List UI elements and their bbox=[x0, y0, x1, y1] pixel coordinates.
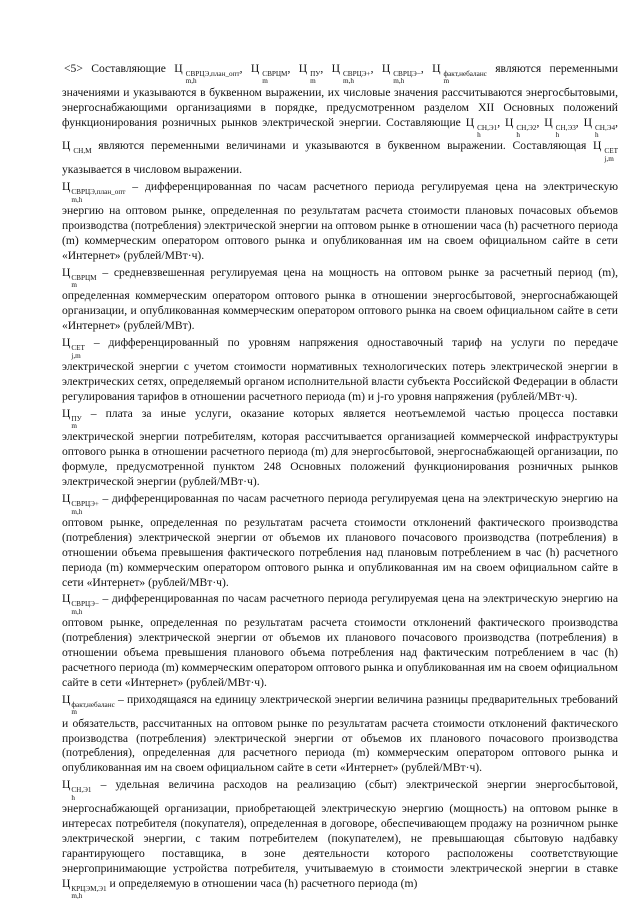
symbol-letter: Ц bbox=[62, 592, 71, 606]
paragraph-def-svrce-plan bbox=[62, 180, 618, 263]
tariff-symbol bbox=[62, 265, 97, 289]
text-run: – дифференцированная по часам расчетного периода регулируемая цена на электрическую энергию на оптовом рынке, определенная по результатам расчета стоимости отклонений фактического производства (потребления) электрической энергии от объемов их планового почасового производства (потребления) в отношении объема превышения планового объема потребления над фактическим потреблением в час (h) расчетного периода (m) коммерческим оператором оптового рынка и опубликованная им на своем официальном сайте в сети «Интернет» (рублей/МВт·ч). bbox=[62, 592, 618, 689]
text-run: , bbox=[320, 62, 332, 75]
symbol-indices bbox=[391, 71, 421, 86]
tariff-symbol bbox=[298, 62, 321, 86]
symbol-superscript: факт,небаланс bbox=[443, 70, 487, 78]
tariff-symbol bbox=[62, 592, 99, 616]
symbol-indices bbox=[593, 125, 615, 140]
tariff-symbol bbox=[62, 336, 85, 360]
text-run: , bbox=[370, 62, 382, 75]
text-run: <5> Составляющие bbox=[64, 62, 175, 75]
text-run: – средневзвешенная регулируемая цена на мощность на оптовом рынке за расчетный период (m), определенная коммерческим оператором оптового рынка в отношении энергосбытовой, энергоснабжающей организации, и опубликованная коммерческим оператором оптового рынка на своем официальном сайте в сети «Интернет» (рублей/МВт). bbox=[62, 265, 618, 333]
symbol-subscript: h bbox=[477, 131, 481, 140]
symbol-indices bbox=[71, 148, 91, 155]
symbol-indices bbox=[441, 71, 486, 86]
tariff-symbol bbox=[381, 62, 421, 86]
symbol-indices bbox=[514, 125, 536, 140]
text-run: – дифференцированная по часам расчетного периода регулируемая цена на электрическую энергию на оптовом рынке, определенная по результатам расчета стоимости отклонений фактического производства (потребления) электрической энергии от объемов их планового почасового производства (потребления) в отношении объема превышения фактического потребления над плановым потреблением в час (h) расчетного периода (m) коммерческим оператором оптового рынка и опубликованная им на своем официальном сайте в сети «Интернет» (рублей/МВт·ч). bbox=[62, 492, 618, 589]
symbol-indices bbox=[71, 601, 99, 616]
symbol-letter: Ц bbox=[62, 139, 71, 153]
symbol-subscript: m,h bbox=[71, 195, 83, 204]
tariff-symbol bbox=[174, 62, 240, 86]
text-run: , bbox=[536, 115, 545, 129]
symbol-indices bbox=[475, 125, 497, 140]
tariff-symbol bbox=[331, 62, 371, 86]
symbol-indices bbox=[71, 345, 85, 360]
symbol-letter: Ц bbox=[62, 692, 71, 706]
text-run: – приходящаяся на единицу электрической энергии величина разницы предварительных требований и обязательств, рассчитанных на оптовом рынке по результатам расчета стоимости отклонений фактического производства (потребления) электрической энергии от объемов их планового почасового производства (потребления), определенная для расчетного периода (m) коммерческим оператором оптового рынка и опубликованная им на своем официальном сайте в сети «Интернет» (рублей/МВт·ч). bbox=[62, 692, 618, 775]
symbol-letter: Ц bbox=[62, 492, 71, 506]
symbol-letter: Ц bbox=[432, 62, 441, 75]
symbol-letter: Ц bbox=[62, 406, 71, 420]
symbol-letter: Ц bbox=[465, 115, 475, 129]
symbol-superscript: СВРЦЭ− bbox=[71, 600, 99, 609]
symbol-subscript: m bbox=[443, 77, 450, 86]
symbol-letter: Ц bbox=[62, 265, 71, 279]
tariff-symbol bbox=[544, 115, 576, 140]
paragraph-def-fakt-nebalans bbox=[62, 693, 618, 776]
symbol-subscript: m bbox=[71, 422, 77, 431]
text-run: – дифференцированная по часам расчетного периода регулируемая цена на электрическую энергию на оптовом рынке, определенная по результатам расчета стоимости плановых почасовых объемов производства (потребления) электрической энергии на оптовом рынке в отношении часа (h) расчетного периода (m) коммерческим оператором оптового рынка и опубликованная им на своем официальном сайте в сети «Интернет» (рублей/МВт·ч). bbox=[62, 180, 618, 262]
text-run: и определяемую в отношении часа (h) расчетного периода (m) bbox=[106, 876, 418, 890]
symbol-superscript: СВРЦМ bbox=[262, 70, 288, 78]
symbol-letter: Ц bbox=[62, 876, 71, 890]
symbol-superscript: СН,М bbox=[73, 147, 92, 156]
symbol-indices bbox=[71, 886, 106, 901]
symbol-subscript: m,h bbox=[71, 891, 83, 900]
symbol-subscript: j,m bbox=[71, 351, 81, 360]
symbol-letter: Ц bbox=[62, 336, 71, 350]
symbol-indices bbox=[308, 71, 320, 86]
symbol-subscript: m,h bbox=[71, 607, 83, 616]
symbol-superscript: ПУ bbox=[71, 414, 82, 423]
symbol-indices bbox=[341, 71, 371, 86]
symbol-superscript: СВРЦЭ+ bbox=[343, 70, 371, 78]
paragraph-def-svrcm bbox=[62, 266, 618, 335]
symbol-letter: Ц bbox=[62, 778, 71, 792]
symbol-indices bbox=[71, 189, 125, 204]
symbol-superscript: СЕТ bbox=[71, 344, 85, 353]
text-run: , bbox=[287, 62, 299, 75]
symbol-subscript: j,m bbox=[604, 154, 614, 163]
symbol-superscript: СВРЦМ bbox=[71, 273, 97, 282]
paragraph-def-svrce-plus bbox=[62, 492, 618, 590]
symbol-superscript: СВРЦЭ+ bbox=[71, 500, 99, 509]
symbol-letter: Ц bbox=[505, 115, 514, 129]
text-run: указывается в числовом выражении. bbox=[62, 163, 243, 177]
symbol-indices bbox=[554, 125, 576, 140]
symbol-superscript: факт,небаланс bbox=[71, 700, 115, 709]
tariff-symbol bbox=[505, 115, 537, 140]
tariff-symbol bbox=[593, 139, 618, 163]
text-run: , bbox=[575, 115, 584, 129]
paragraph-def-set bbox=[62, 336, 618, 405]
symbol-indices bbox=[602, 148, 618, 163]
text-run: являются переменными величинами и указываются в буквенном выражении. Составляющая bbox=[91, 139, 594, 153]
symbol-subscript: m,h bbox=[343, 77, 354, 86]
tariff-symbol bbox=[583, 115, 616, 140]
symbol-subscript: m bbox=[71, 281, 77, 289]
tariff-symbol bbox=[62, 492, 99, 516]
symbol-superscript: СЕТ bbox=[604, 147, 618, 156]
paragraph-def-svrce-minus bbox=[62, 592, 618, 690]
text-run: , bbox=[615, 115, 618, 129]
symbol-indices bbox=[71, 501, 99, 516]
paragraph-def-sn-e1 bbox=[62, 778, 618, 900]
symbol-indices bbox=[71, 702, 114, 717]
tariff-symbol bbox=[62, 692, 115, 717]
symbol-letter: Ц bbox=[62, 180, 71, 194]
symbol-subscript: m,h bbox=[185, 77, 197, 86]
symbol-indices bbox=[71, 275, 96, 290]
symbol-superscript: ПУ bbox=[310, 70, 321, 78]
symbol-superscript: СН,Э3 bbox=[555, 123, 576, 132]
symbol-superscript: КРЦЭМ,Э1 bbox=[71, 884, 107, 893]
symbol-superscript: СВРЦЭ,план_опт bbox=[71, 188, 126, 197]
symbol-subscript: m bbox=[310, 77, 316, 86]
tariff-symbol bbox=[62, 180, 126, 204]
symbol-subscript: m bbox=[262, 77, 268, 86]
symbol-superscript: СВРЦЭ− bbox=[393, 70, 421, 78]
text-run: являются переменными значениями и указываются в буквенном выражении, их числовые значения рассчитываются энергосбытовыми, энергоснабжающими организациями в порядке, предусмотренном разделом XII Основных положений функционирования розничных рынков электрической энергии. Составляющие bbox=[62, 62, 619, 129]
symbol-superscript: СВРЦЭ,план_опт bbox=[185, 70, 240, 78]
tariff-symbol bbox=[465, 115, 498, 140]
symbol-subscript: m bbox=[71, 708, 77, 717]
text-run: , bbox=[239, 62, 251, 75]
symbol-letter: Ц bbox=[583, 115, 592, 129]
text-run: – дифференцированный по уровням напряжения одноставочный тариф на услуги по передаче электрической энергии с учетом стоимости нормативных технологических потерь электрической энергии в электрических сетях, определяемый органом исполнительной власти субъекта Российской Федерации в области регулирования тарифов в отношении расчетного периода (m) и j-го уровня напряжения (рублей/МВт·ч). bbox=[62, 336, 618, 403]
symbol-subscript: h bbox=[555, 131, 560, 140]
paragraph-def-pu bbox=[62, 407, 618, 490]
paragraph-note5 bbox=[62, 62, 618, 178]
symbol-indices bbox=[71, 787, 91, 802]
symbol-superscript: СН,Э4 bbox=[594, 123, 616, 132]
symbol-subscript: h bbox=[516, 131, 520, 140]
symbol-superscript: СН,Э1 bbox=[477, 123, 498, 132]
tariff-symbol bbox=[62, 139, 92, 156]
document-text bbox=[62, 62, 618, 900]
tariff-symbol bbox=[250, 62, 288, 86]
symbol-superscript: СН,Э1 bbox=[71, 786, 92, 795]
symbol-subscript: h bbox=[594, 131, 599, 140]
symbol-letter: Ц bbox=[250, 62, 260, 75]
symbol-indices bbox=[260, 71, 287, 86]
symbol-letter: Ц bbox=[298, 62, 308, 75]
text-run: – плата за иные услуги, оказание которых является неотъемлемой частью процесса поставки электрической энергии потребителям, которая рассчитывается организацией коммерческой инфраструктуры оптового рынка в отношении расчетного периода (m) для энергосбытовой, энергоснабжающей организации, по формуле, предусмотренной пунктом 248 Основных положений функционирования розничных рынков электрической энергии (рублей/МВт·ч). bbox=[62, 406, 618, 489]
symbol-subscript: h bbox=[71, 793, 75, 802]
symbol-superscript: СН,Э2 bbox=[516, 123, 537, 132]
text-run: , bbox=[420, 62, 433, 75]
symbol-letter: Ц bbox=[593, 139, 602, 153]
tariff-symbol bbox=[62, 406, 82, 431]
symbol-subscript: m,h bbox=[393, 77, 405, 86]
symbol-letter: Ц bbox=[174, 62, 183, 75]
symbol-letter: Ц bbox=[381, 62, 391, 75]
tariff-symbol bbox=[62, 778, 92, 802]
symbol-subscript: m,h bbox=[71, 507, 83, 516]
tariff-symbol bbox=[432, 62, 487, 86]
symbol-indices bbox=[71, 416, 81, 431]
symbol-indices bbox=[184, 71, 240, 86]
symbol-letter: Ц bbox=[331, 62, 341, 75]
text-run: – удельная величина расходов на реализацию (сбыт) электрической энергии энергосбытовой, энергоснабжающей организации, приобретающей электрическую энергию (мощность) на оптовом рынке в интересах потребителя (покупателя), определенная в договоре, обеспечивающем продажу на розничном рынке электрической энергии, с таким потребителем (покупателем), не превышающая сбытовую надбавку гарантирующего поставщика, в зоне деятельности которого расположены соответствующие энергопринимающие устройства потребителя, учитываемую в стоимости электрической энергии в ставке bbox=[62, 778, 618, 875]
symbol-letter: Ц bbox=[544, 115, 553, 129]
tariff-symbol bbox=[62, 876, 107, 900]
text-run: , bbox=[497, 115, 505, 129]
